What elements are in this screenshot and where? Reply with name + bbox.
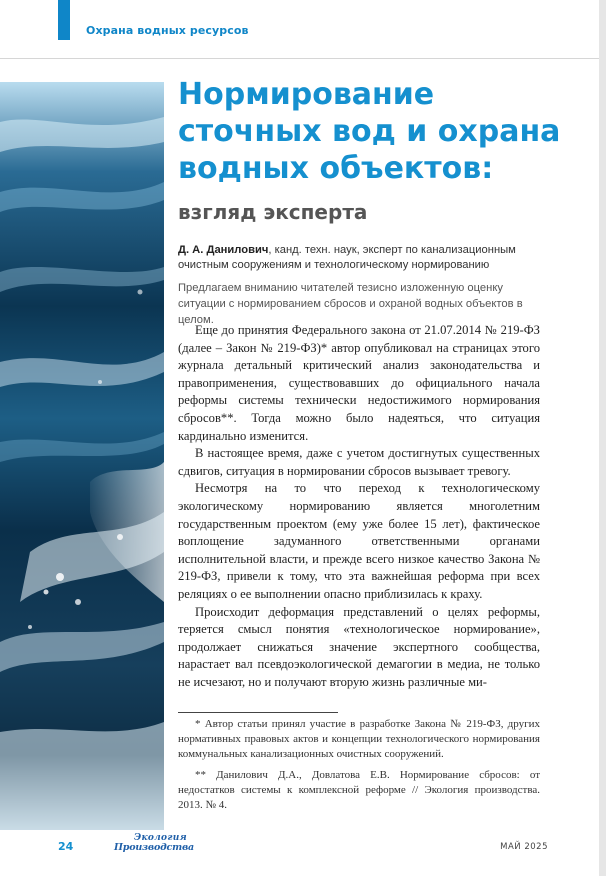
body-paragraph: В настоящее время, даже с учетом достигнутых существенных сдвигов, ситуация в нормировании сбросов вызывает тревогу. [178,446,540,478]
author-byline [178,243,548,273]
body-paragraph: Происходит деформация представлений о целях реформы, теряется смысл понятия «технологическое нормирование», продолжает снижаться значение экспертного сообщества, нарастает вал псевдоэкологической демагогии в медиа, не только не исчезают, но и получают вторую жизнь различные ми- [178,604,540,689]
body-paragraph: Несмотря на то что переход к технологическому экологическому нормированию является многолетним государственным проектом (ему уже более 15 лет), фактическое воплощение задуманного ответственными органами исполнительной власти, и прежде всего низкое качество Закона № 219-ФЗ, привели к тому, что эта важнейшая реформа при всех реляциях о ее выполнении опасно приблизилась к краху. [178,481,540,601]
footnote-2: ** Данилович Д.А., Довлатова Е.В. Нормирование сбросов: от недостатков системы к комплексной реформе // Экология производства. 2013. № 4. [178,769,540,811]
footnote-divider [178,712,338,713]
footnote-1: * Автор статьи принял участие в разработке Закона № 219-ФЗ, других нормативных правовых актов и концепции технологического нормирования коммунальных канализационных очистных сооружений. [178,718,540,760]
body-paragraph: Еще до принятия Федерального закона от 21.07.2014 № 219-ФЗ (далее – Закон № 219-ФЗ)* автор опубликовал на страницах этого журнала детальный критический анализ законодательства и правоприменения, существовавших до официального начала реформы системы технически недостижимого нормирования сбросов**. Тогда можно было надеяться, что ситуация кардинально изменится. [178,323,540,443]
water-splash-photo [0,82,164,830]
page-edge [599,0,606,876]
section-heading: Охрана водных ресурсов [86,24,249,37]
article-lead: Предлагаем вниманию читателей тезисно изложенную оценку ситуации с нормированием сбросов и охраной водных объектов в целом. [178,282,523,326]
article-title: Нормирование сточных вод и охрана водных объектов: [178,77,561,186]
magazine-logo [114,835,200,853]
author-name: Д. А. Данилович [178,244,269,256]
logo-top-text: Экология [134,833,188,843]
article-body [178,322,540,691]
author-description: , канд. техн. наук, эксперт по канализационным очистным сооружениям и технологическому нормированию [178,244,516,271]
issue-date: МАЙ 2025 [500,842,548,852]
logo-bottom-text: Производства [114,842,194,853]
article-subtitle: взгляд эксперта [178,200,368,224]
page-number: 24 [58,840,74,853]
header-divider [0,58,599,59]
section-color-bar [58,0,70,40]
